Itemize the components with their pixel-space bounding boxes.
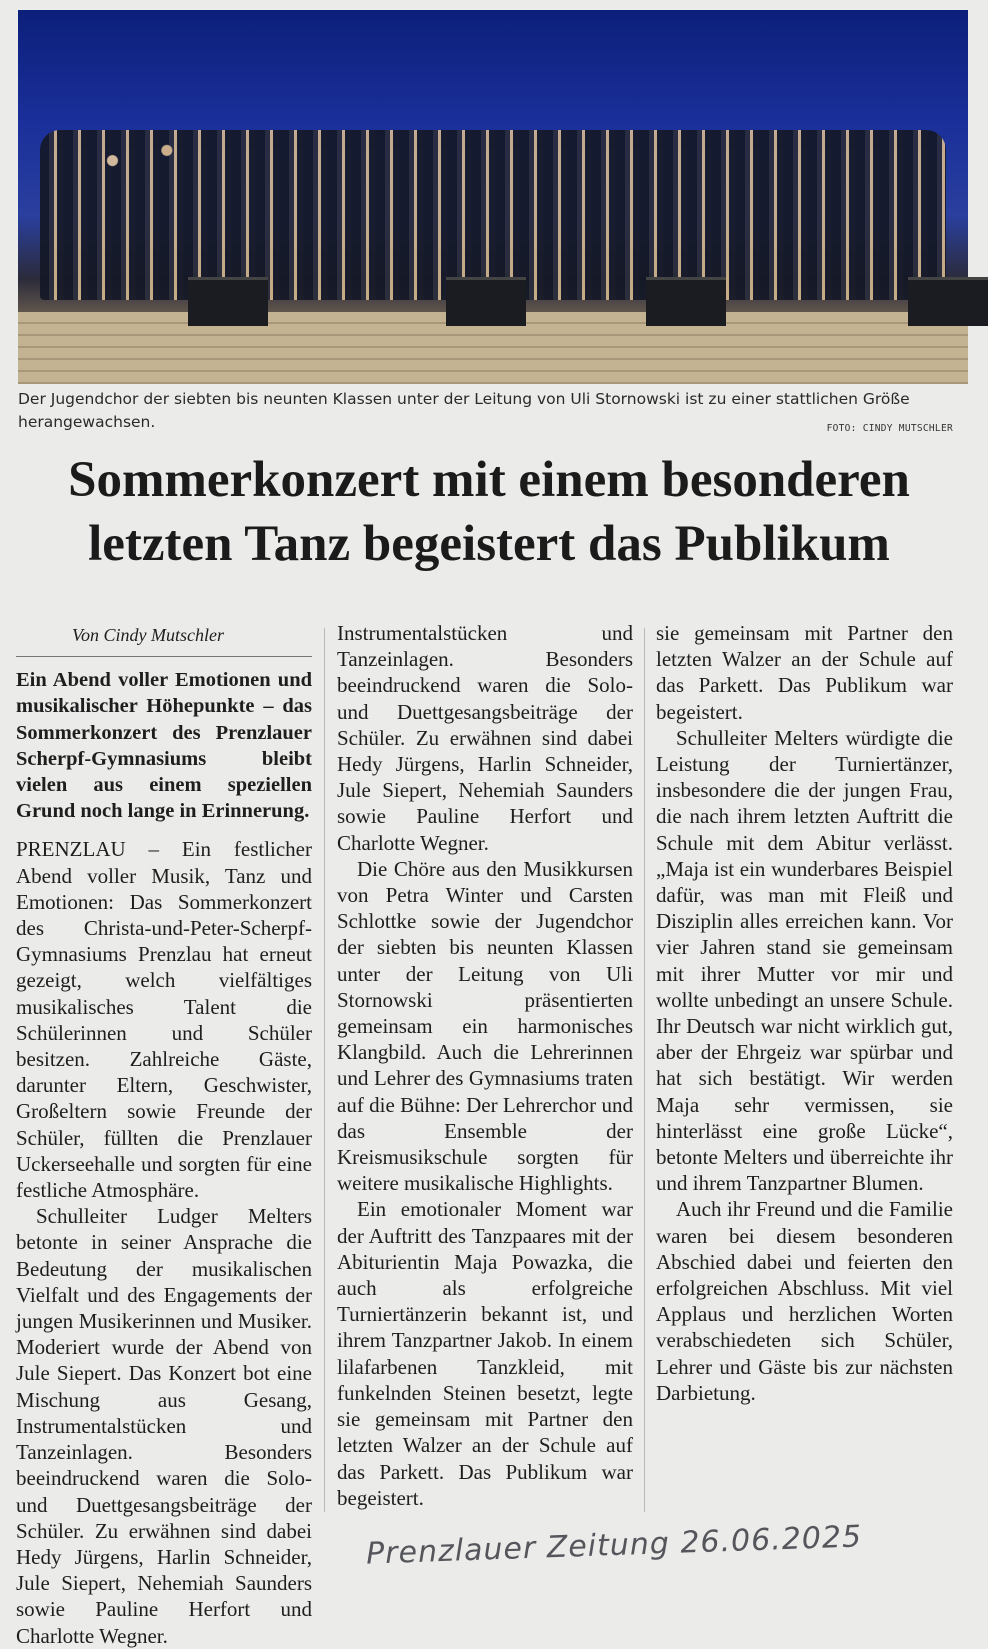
byline: Von Cindy Mutschler (72, 625, 224, 645)
body-paragraph-continued: sie gemeinsam mit Partner den letzten Walzer an der Schule auf das Parkett. Das Publikum war begeistert. (656, 621, 953, 724)
article-photo (18, 10, 968, 384)
choir-group (40, 130, 946, 300)
headline-line-2: letzten Tanz begeistert das Publikum (88, 516, 890, 572)
body-paragraph: PRENZLAU – Ein festlicher Abend voller Musik, Tanz und Emotionen: Das Sommerkonzert des Christa-und-Peter-Scherpf-Gymnasiums Prenzlau hat erneut gezeigt, welch vielfältiges musikalisches Talent die Schülerinnen und Schüler besitzen. Zahlreiche Gäste, darunter Eltern, Geschwister, Großeltern sowie Freunde der Schüler, füllten die Prenzlauer Uckerseehalle und sorgten für eine festliche Atmosphäre. (16, 837, 312, 1203)
body-paragraph: Auch ihr Freund und die Familie waren bei diesem besonderen Abschied dabei und feierten den erfolgreichen Abschluss. Mit viel Applaus und herzlichen Worten verabschiedeten sich Schüler, Lehrer und Gäste bis zur nächsten Darbietung. (656, 1197, 953, 1405)
body-paragraph: Schulleiter Melters würdigte die Leistung der Turniertänzer, insbesondere die der jungen Frau, die nach ihrem letzten Auftritt die Schule mit dem Abitur verlässt. „Maja ist ein wunderbares Beispiel dafür, was man mit Fleiß und Disziplin alles erreichen kann. Vor vier Jahren stand sie gemeinsam mit ihrer Mutter vor mir und wollte unbedingt an unsere Schule. Ihr Deutsch war nicht wirklich gut, aber der Ehrgeiz war spürbar und hat sich bestätigt. Wir werden Maja sehr vermissen, sie hinterlässt eine große Lücke“, betonte Melters und überreichte ihr und ihrem Tanzpartner Blumen. (656, 725, 953, 1196)
stage-monitor (188, 277, 268, 326)
body-paragraph-continued: Instrumentalstücken und Tanzeinlagen. Besonders beeindruckend waren die Solo- und Duettgesangsbeiträge der Schüler. Zu erwähnen sind dabei Hedy Jürgens, Harlin Schneider, Jule Siepert, Nehemiah Saunders sowie Pauline Herfort und Charlotte Wegner. (337, 621, 633, 855)
column-divider (644, 628, 645, 1512)
photo-caption: Der Jugendchor der siebten bis neunten Klassen unter der Leitung von Uli Stornowski ist zu einer stattlichen Größe herangewachsen. (18, 390, 910, 431)
stage-monitor (646, 277, 726, 326)
article-column-1 (16, 620, 312, 1648)
body-paragraph: Ein emotionaler Moment war der Auftritt des Tanzpaares mit der Abiturientin Maja Powazka, die auch als erfolgreiche Turniertänzerin bekannt ist, und ihrem Tanzpartner Jakob. In einem lilafarbenen Tanzkleid, mit funkelnden Steinen besetzt, legte sie gemeinsam mit Partner den letzten Walzer an der Schule auf das Parkett. Das Publikum war begeistert. (337, 1197, 633, 1510)
byline-rule (16, 656, 312, 657)
stage-monitor (446, 277, 526, 326)
stage-monitor (908, 277, 988, 326)
article-column-3 (656, 620, 953, 1406)
body-paragraph: Schulleiter Ludger Melters betonte in seiner Ansprache die Bedeutung der musikalischen Vielfalt und des Engagements der jungen Musikerinnen und Musiker. Moderiert wurde der Abend von Jule Siepert. Das Konzert bot eine Mischung aus Gesang, Instrumentalstücken und Tanzeinlagen. Besonders beeindruckend waren die Solo- und Duettgesangsbeiträge der Schüler. Zu erwähnen sind dabei Hedy Jürgens, Harlin Schneider, Jule Siepert, Nehemiah Saunders sowie Pauline Herfort und Charlotte Wegner. (16, 1204, 312, 1648)
article-column-2 (337, 620, 633, 1510)
headline-line-1: Sommerkonzert mit einem besonderen (68, 452, 910, 508)
photo-credit: FOTO: CINDY MUTSCHLER (826, 423, 953, 434)
lead-paragraph: Ein Abend voller Emotionen und musikalischer Höhepunkte – das Sommerkonzert des Prenzlauer Scherpf-Gymnasiums bleibt vielen aus einem speziellen Grund noch lange in Erinnerung. (16, 669, 312, 823)
column-divider (324, 628, 325, 1512)
body-paragraph: Die Chöre aus den Musikkursen von Petra Winter und Carsten Schlottke sowie der Jugendchor der siebten bis neunten Klassen unter der Leitung von Uli Stornowski präsentierten gemeinsam ein harmonisches Klangbild. Auch die Lehrerinnen und Lehrer des Gymnasiums traten auf die Bühne: Der Lehrerchor und das Ensemble der Kreismusikschule sorgten für weitere musikalische Highlights. (337, 856, 633, 1196)
handwritten-source-note: Prenzlauer Zeitung 26.06.2025 (365, 1519, 863, 1572)
headline (14, 448, 964, 576)
